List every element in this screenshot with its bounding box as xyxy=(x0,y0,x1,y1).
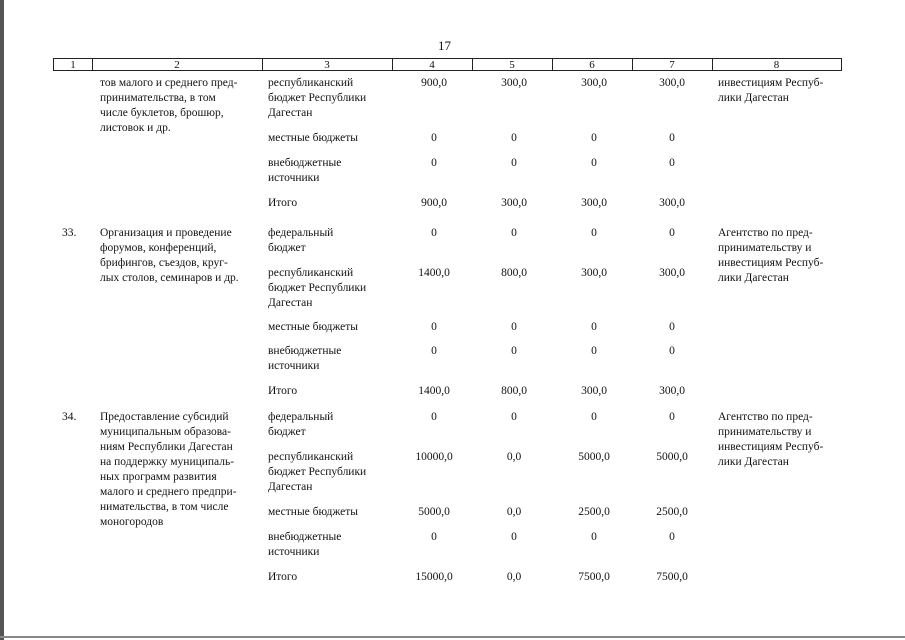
amount-col-5: 0,0 xyxy=(506,506,522,518)
amount-col-6: 0 xyxy=(591,411,597,423)
activity-name: Предоставление субсидий муниципальным образова- ниям Республики Дагестан на поддержку муниципаль- ных программ развития малого и среднего предпри- нимательства, в том числе моногородов xyxy=(100,411,237,528)
funding-source: местные бюджеты xyxy=(268,132,359,144)
amount-col-4: 0 xyxy=(431,411,437,423)
funding-source: Итого xyxy=(268,385,298,397)
amount-col-4: 0 xyxy=(431,227,437,239)
amount-col-6: 0 xyxy=(591,227,597,239)
amount-col-4: 900,0 xyxy=(421,197,447,209)
amount-col-4: 0 xyxy=(431,157,437,169)
amount-col-5: 0 xyxy=(511,157,517,169)
funding-source: местные бюджеты xyxy=(268,321,359,333)
amount-col-7: 7500,0 xyxy=(656,571,688,583)
responsible-agency: Агентство по пред- принимательству и инвестициям Респуб- лики Дагестан xyxy=(718,411,824,468)
table-header xyxy=(53,58,842,71)
column-header-1: 1 xyxy=(70,59,76,71)
amount-col-5: 300,0 xyxy=(501,197,527,209)
amount-col-7: 2500,0 xyxy=(656,506,688,518)
activity-name: тов малого и среднего пред- принимательства, в том числе буклетов, брошюр, листовок и др. xyxy=(100,77,238,134)
amount-col-6: 0 xyxy=(591,321,597,333)
row-number: 34. xyxy=(62,411,77,423)
amount-col-4: 5000,0 xyxy=(418,506,450,518)
amount-col-4: 10000,0 xyxy=(415,451,453,463)
funding-source: внебюджетные источники xyxy=(268,345,342,372)
column-header-7: 7 xyxy=(669,59,675,71)
amount-col-7: 300,0 xyxy=(659,267,685,279)
amount-col-6: 7500,0 xyxy=(578,571,610,583)
header-divider xyxy=(92,59,93,71)
column-header-5: 5 xyxy=(509,59,515,71)
funding-source: внебюджетные источники xyxy=(268,531,342,558)
column-header-2: 2 xyxy=(174,59,180,71)
amount-col-5: 0 xyxy=(511,321,517,333)
header-divider xyxy=(712,59,713,71)
amount-col-5: 300,0 xyxy=(501,77,527,89)
amount-col-4: 15000,0 xyxy=(415,571,453,583)
amount-col-7: 0 xyxy=(669,321,675,333)
responsible-agency: инвестициям Респуб- лики Дагестан xyxy=(718,77,824,104)
header-divider xyxy=(632,59,633,71)
page-number: 17 xyxy=(438,38,451,53)
funding-source: Итого xyxy=(268,571,298,583)
amount-col-7: 300,0 xyxy=(659,197,685,209)
amount-col-7: 0 xyxy=(669,411,675,423)
amount-col-4: 1400,0 xyxy=(418,385,450,397)
amount-col-6: 0 xyxy=(591,531,597,543)
header-divider xyxy=(392,59,393,71)
amount-col-5: 800,0 xyxy=(501,385,527,397)
amount-col-7: 0 xyxy=(669,531,675,543)
amount-col-6: 300,0 xyxy=(581,267,607,279)
amount-col-7: 5000,0 xyxy=(656,451,688,463)
amount-col-4: 0 xyxy=(431,321,437,333)
amount-col-5: 0,0 xyxy=(506,451,522,463)
amount-col-6: 2500,0 xyxy=(578,506,610,518)
funding-source: республиканский бюджет Республики Дагестан xyxy=(268,451,367,493)
amount-col-4: 0 xyxy=(431,132,437,144)
amount-col-4: 0 xyxy=(431,345,437,357)
amount-col-6: 300,0 xyxy=(581,385,607,397)
amount-col-7: 0 xyxy=(669,132,675,144)
amount-col-7: 0 xyxy=(669,157,675,169)
funding-source: Итого xyxy=(268,197,298,209)
header-divider xyxy=(472,59,473,71)
amount-col-7: 0 xyxy=(669,227,675,239)
amount-col-6: 0 xyxy=(591,132,597,144)
amount-col-5: 0 xyxy=(511,227,517,239)
amount-col-4: 1400,0 xyxy=(418,267,450,279)
amount-col-4: 0 xyxy=(431,531,437,543)
amount-col-5: 0 xyxy=(511,132,517,144)
amount-col-4: 900,0 xyxy=(421,77,447,89)
amount-col-7: 0 xyxy=(669,345,675,357)
responsible-agency: Агентство по пред- принимательству и инвестициям Респуб- лики Дагестан xyxy=(718,227,824,284)
funding-source: республиканский бюджет Республики Дагестан xyxy=(268,77,367,119)
amount-col-6: 300,0 xyxy=(581,77,607,89)
row-number: 33. xyxy=(62,227,77,239)
amount-col-7: 300,0 xyxy=(659,385,685,397)
scan-edge-bottom xyxy=(0,636,905,638)
column-header-8: 8 xyxy=(773,59,780,71)
amount-col-6: 0 xyxy=(591,157,597,169)
column-header-4: 4 xyxy=(429,59,435,71)
funding-source: внебюджетные источники xyxy=(268,157,342,184)
funding-source: республиканский бюджет Республики Дагестан xyxy=(268,267,367,309)
funding-source: федеральный бюджет xyxy=(268,411,334,438)
amount-col-5: 0 xyxy=(511,531,517,543)
amount-col-5: 0,0 xyxy=(506,571,522,583)
scan-edge-left xyxy=(0,0,4,640)
amount-col-5: 800,0 xyxy=(501,267,527,279)
funding-source: федеральный бюджет xyxy=(268,227,334,254)
header-divider xyxy=(552,59,553,71)
amount-col-6: 300,0 xyxy=(581,197,607,209)
column-header-3: 3 xyxy=(324,59,330,71)
amount-col-7: 300,0 xyxy=(659,77,685,89)
amount-col-6: 0 xyxy=(591,345,597,357)
activity-name: Организация и проведение форумов, конференций, брифингов, съездов, круг- лых столов, семинаров и др. xyxy=(100,227,239,284)
amount-col-5: 0 xyxy=(511,345,517,357)
amount-col-5: 0 xyxy=(511,411,517,423)
funding-source: местные бюджеты xyxy=(268,506,359,518)
header-divider xyxy=(262,59,263,71)
column-header-6: 6 xyxy=(589,59,595,71)
amount-col-6: 5000,0 xyxy=(578,451,610,463)
